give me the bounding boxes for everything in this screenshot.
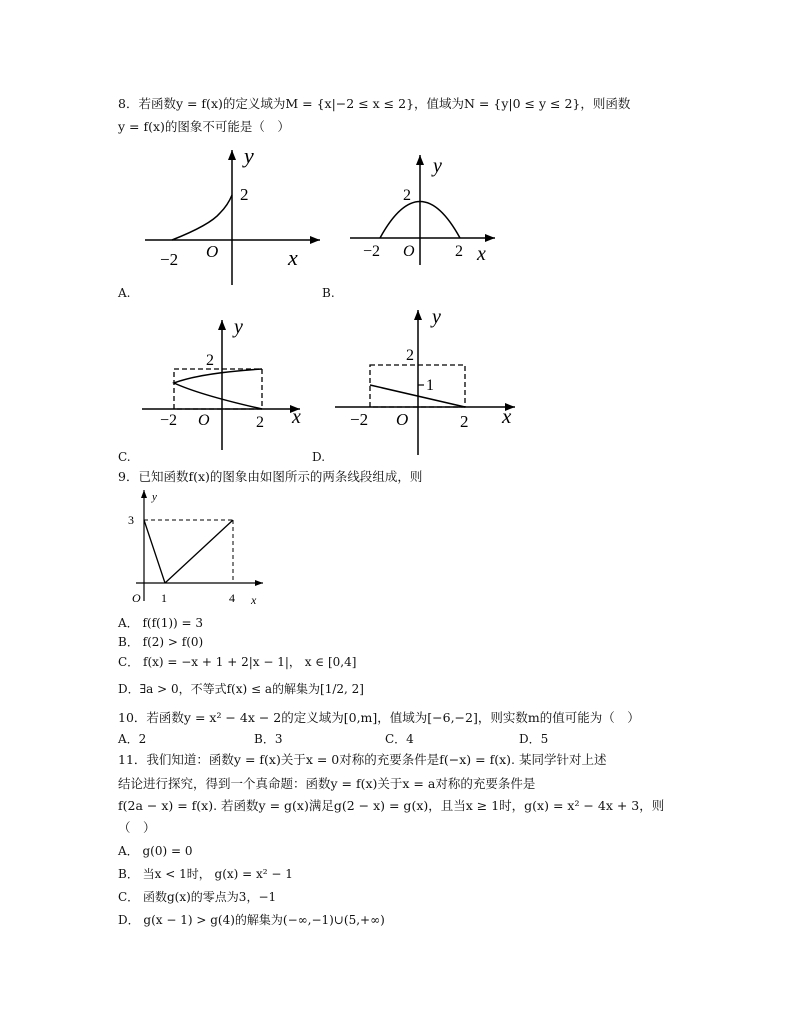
q11-stem-line3: f(2a − x) = f(x). 若函数y = g(x)满足g(2 − x) = g(x)，且当x ≥ 1时，g(x) = x² − 4x + 3，则: [118, 798, 665, 813]
q9-stem: 9．已知函数f(x)的图象由如图所示的两条线段组成，则: [118, 469, 423, 484]
y-label: y: [244, 145, 254, 168]
tick-2-x: 2: [256, 414, 264, 431]
q10-option-b: B．3: [254, 732, 283, 746]
q8-option-b: B.: [322, 286, 335, 300]
curve: [172, 195, 232, 240]
q10-stem: 10．若函数y = x² − 4x − 2的定义域为[0,m]，值域为[−6,−2]，则实数m的值可能为（ ）: [118, 710, 640, 725]
sideways-curve: [174, 369, 262, 409]
x-label: x: [477, 243, 486, 265]
q9-graph: [118, 488, 268, 610]
x-axis-arrow: [310, 236, 320, 244]
y-axis-arrow: [416, 155, 424, 165]
q11-option-b: B． 当x < 1时， g(x) = x² − 1: [118, 867, 293, 881]
q8-stem-line1: 8．若函数y = f(x)的定义域为M = {x|−2 ≤ x ≤ 2}，值域为N = {y|0 ≤ y ≤ 2}，则函数: [118, 96, 631, 111]
x-axis-arrow: [255, 580, 263, 586]
x-label: x: [288, 245, 298, 270]
q8-graph-d: [330, 305, 525, 455]
origin-label: O: [206, 242, 219, 261]
q11-stem-line1: 11．我们知道：函数y = f(x)关于x = 0对称的充要条件是f(−x) = f(x). 某同学针对上述: [118, 752, 607, 767]
tick-1: 1: [161, 591, 167, 605]
origin-label: O: [198, 412, 210, 429]
q9-option-c: C． f(x) = −x + 1 + 2|x − 1|， x ∈ [0,4]: [118, 655, 357, 669]
origin-label: O: [403, 243, 415, 260]
q8-option-c: C.: [118, 450, 131, 464]
x-label: x: [251, 593, 257, 607]
x-axis-arrow: [485, 234, 495, 242]
tick-3: 3: [128, 513, 134, 527]
tick-4: 4: [229, 591, 235, 605]
q8-graph-a: [140, 145, 330, 285]
tick-neg2: −2: [160, 412, 178, 429]
y-axis-arrow: [414, 310, 422, 320]
y-axis-arrow: [141, 490, 147, 498]
y-label: y: [432, 306, 441, 328]
q8-option-a: A.: [118, 286, 131, 300]
q11-stem-line4: （ ）: [118, 820, 156, 835]
y-label: y: [433, 155, 442, 177]
segment-right: [165, 520, 233, 583]
tick-1: 1: [426, 377, 434, 394]
segment-left: [144, 520, 165, 583]
q8-stem-line2: y = f(x)的图象不可能是（ ）: [118, 119, 290, 134]
tick-neg2: −2: [350, 410, 369, 429]
q11-stem-line2: 结论进行探究，得到一个真命题：函数y = f(x)关于x = a对称的充要条件是: [118, 776, 536, 791]
q9-option-d: D．∃a > 0，不等式f(x) ≤ a的解集为[1/2, 2]: [118, 682, 364, 696]
q10-option-d: D．5: [519, 732, 549, 746]
q9-option-a: A． f(f(1)) = 3: [118, 616, 204, 630]
origin-label: O: [132, 591, 141, 605]
tick-2: 2: [240, 185, 249, 204]
tick-2-x: 2: [460, 412, 469, 431]
x-label: x: [292, 406, 301, 428]
tick-2-y: 2: [403, 187, 411, 204]
q9-option-b: B． f(2) > f(0): [118, 635, 204, 649]
q8-graph-b: [345, 150, 505, 265]
q11-option-d: D． g(x − 1) > g(4)的解集为(−∞,−1)∪(5,+∞): [118, 913, 385, 927]
origin-label: O: [396, 410, 409, 429]
q8-option-d: D.: [312, 450, 326, 464]
q10-option-c: C．4: [385, 732, 414, 746]
y-axis-arrow: [218, 320, 226, 330]
tick-neg2: −2: [160, 250, 179, 269]
x-label: x: [502, 404, 512, 428]
y-label: y: [234, 316, 243, 338]
q8-graph-c: [140, 315, 315, 450]
y-axis-arrow: [228, 150, 236, 160]
q10-option-a: A．2: [118, 732, 147, 746]
tick-2-y: 2: [406, 347, 414, 364]
q11-option-a: A． g(0) = 0: [118, 844, 193, 858]
tick-neg2: −2: [363, 243, 381, 260]
q11-option-c: C． 函数g(x)的零点为3，−1: [118, 890, 277, 904]
tick-2-y: 2: [206, 352, 214, 369]
y-label: y: [152, 491, 157, 503]
tick-2-x: 2: [455, 243, 463, 260]
